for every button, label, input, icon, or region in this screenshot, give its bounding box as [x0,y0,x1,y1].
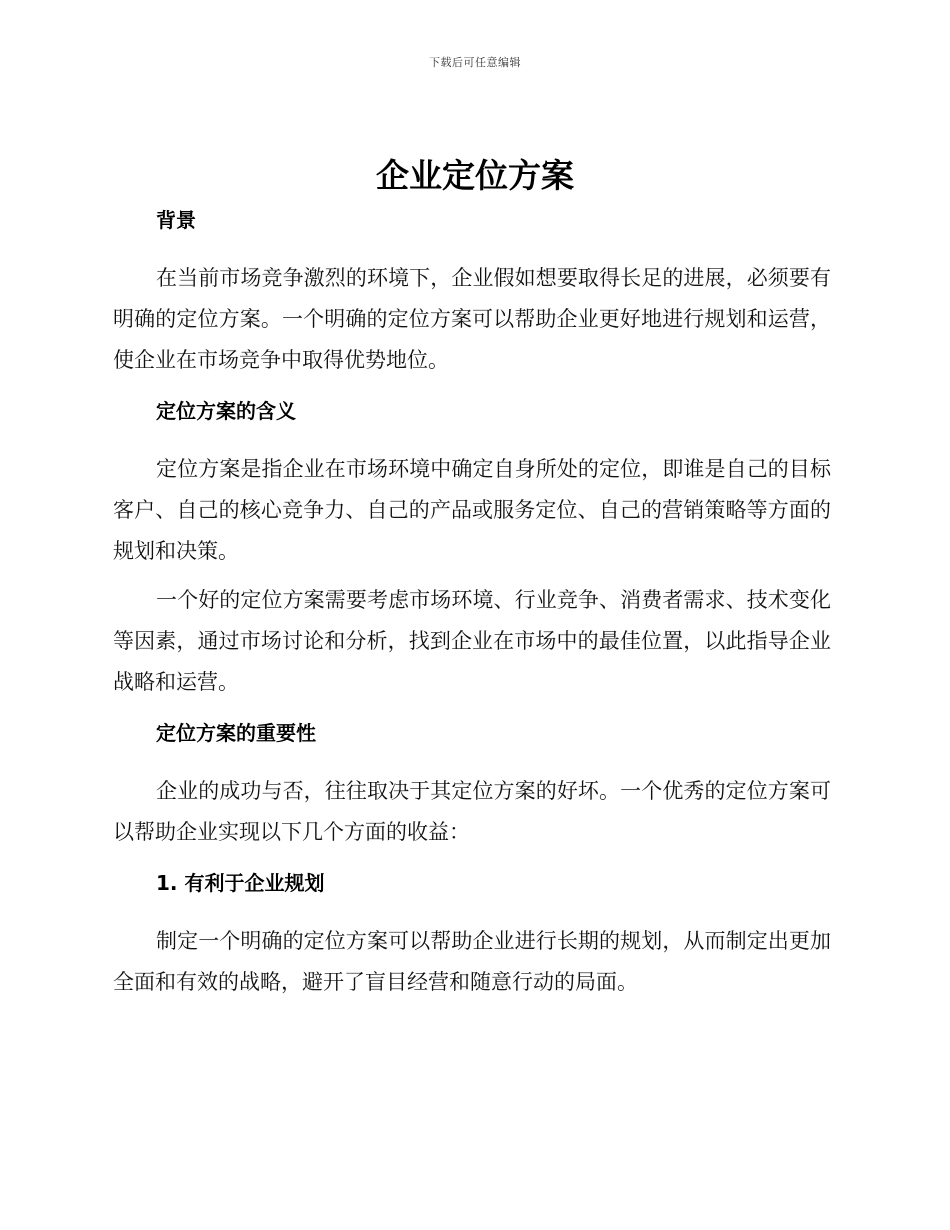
section-heading: 定位方案的含义 [156,399,296,423]
paragraph: 定位方案是指企业在市场环境中确定自身所处的定位，即谁是自己的目标客户、自己的核心竞争力、自己的产品或服务定位、自己的营销策略等方面的规划和决策。 [113,457,831,563]
paragraph: 制定一个明确的定位方案可以帮助企业进行长期的规划，从而制定出更加全面和有效的战略，避开了盲目经营和随意行动的局面。 [113,929,831,994]
section-planning [113,867,831,1003]
section-heading: 1. 有利于企业规划 [156,871,325,895]
section-importance [113,717,831,853]
section-background [113,204,831,381]
paragraph: 一个好的定位方案需要考虑市场环境、行业竞争、消费者需求、技术变化等因素，通过市场讨论和分析，找到企业在市场中的最佳位置，以此指导企业战略和运营。 [113,588,831,694]
section-heading: 背景 [156,208,196,232]
paragraph: 在当前市场竞争激烈的环境下，企业假如想要取得长足的进展，必须要有明确的定位方案。一个明确的定位方案可以帮助企业更好地进行规划和运营，使企业在市场竞争中取得优势地位。 [113,266,831,372]
section-heading: 定位方案的重要性 [156,721,316,745]
paragraph: 企业的成功与否，往往取决于其定位方案的好坏。一个优秀的定位方案可以帮助企业实现以下几个方面的收益： [113,779,831,844]
document-title: 企业定位方案 [376,156,574,195]
document-body [113,204,831,1003]
header-note: 下载后可任意编辑 [429,56,521,69]
section-definition [113,395,831,703]
